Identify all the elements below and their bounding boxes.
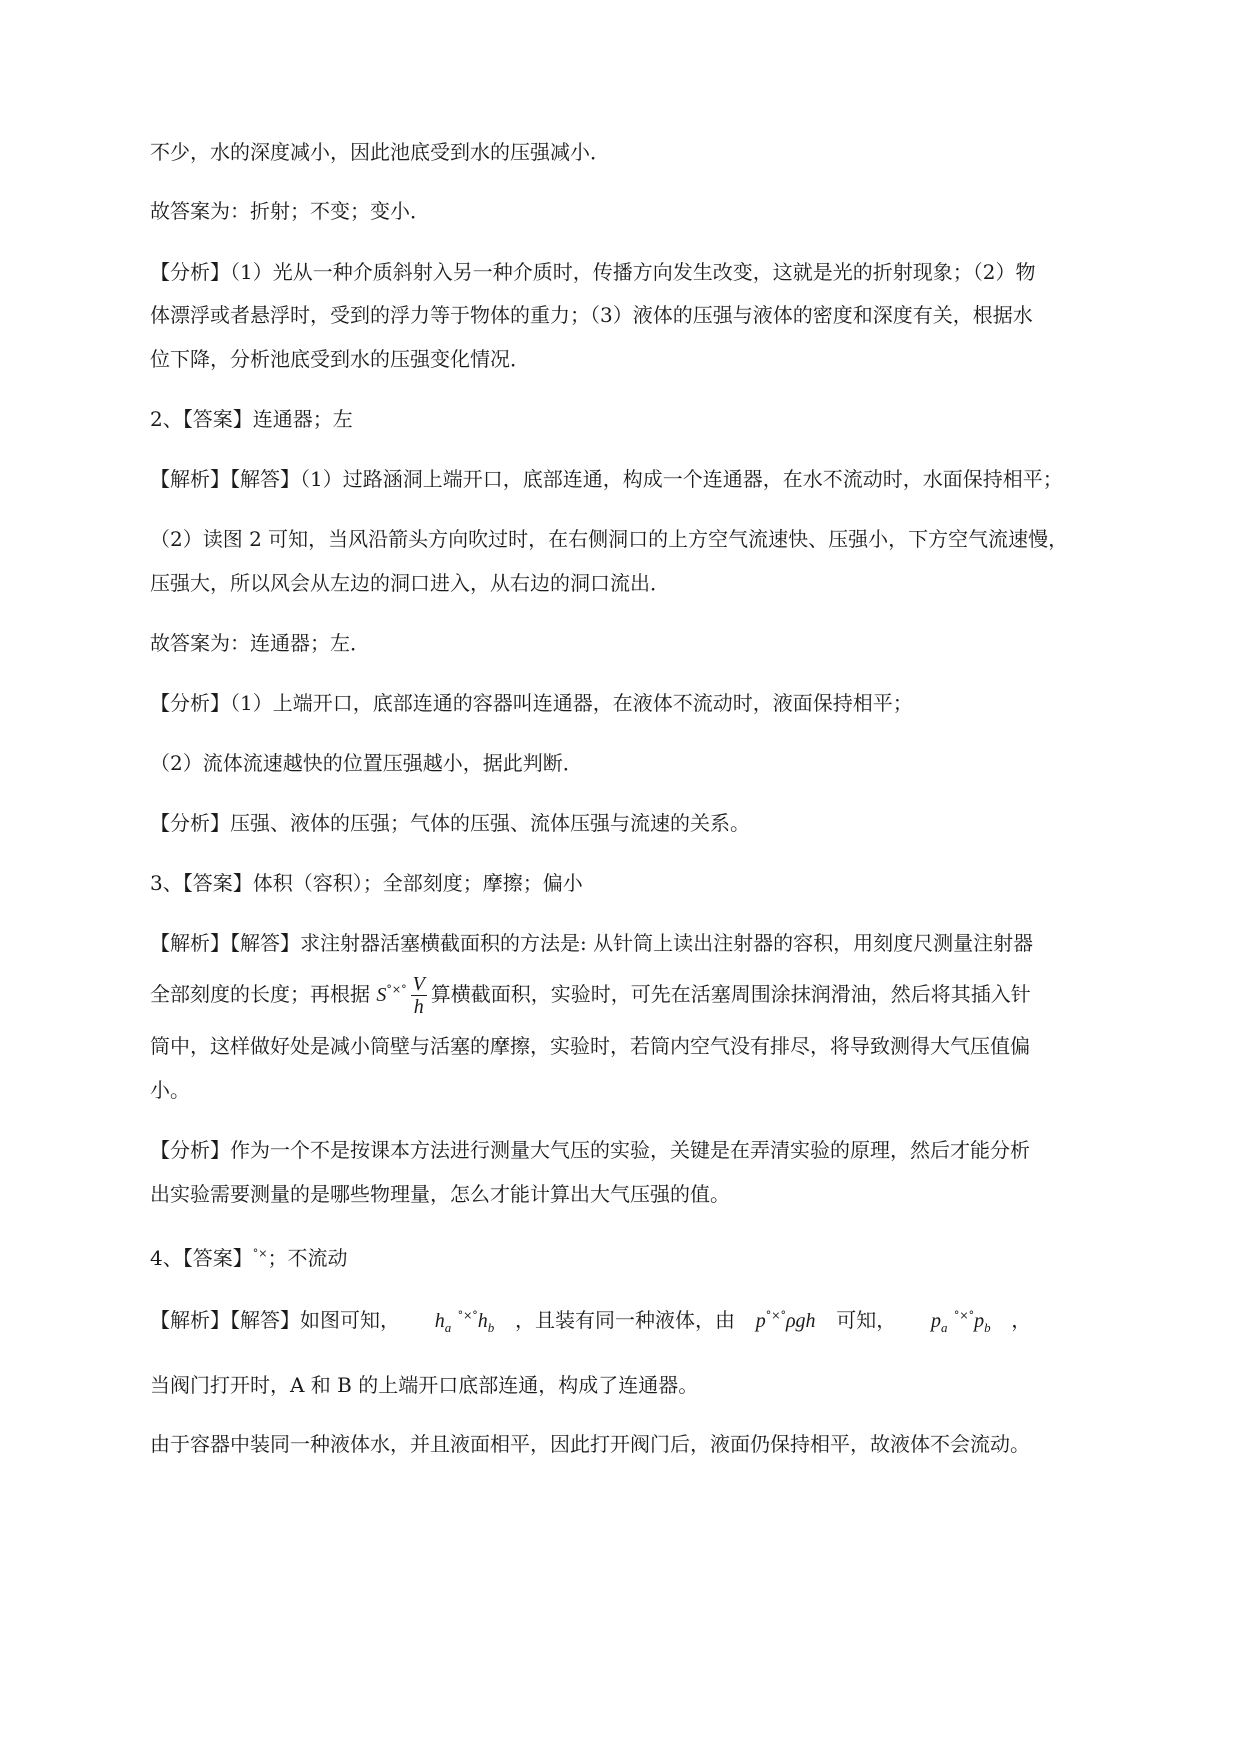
formula-rhogh: ρgh (785, 1310, 816, 1332)
symbol-pa: $p_a$ (931, 1310, 948, 1335)
fraction-v-over-h (411, 973, 427, 1018)
text-line: 【分析】（1）上端开口，底部连通的容器叫连通器，在液体不流动时，液面保持相平； (150, 691, 913, 715)
answer-heading-4 (150, 1240, 1150, 1272)
text-line: 【分析】作为一个不是按课本方法进行测量大气压的实验，关键是在弄清实验的原理，然后才能分析 (150, 1138, 1030, 1162)
text-line: 【分析】压强、液体的压强；气体的压强、流体压强与流速的关系。 (150, 811, 750, 835)
symbol-hb: $h_b$ (477, 1310, 495, 1335)
text-line: 故答案为：折射；不变；变小． (150, 199, 430, 223)
analysis4-end: ， (1011, 1308, 1032, 1332)
text-line: 【解析】【解答】（1）过路涵洞上端开口，底部连通，构成一个连通器，在水不流动时，水面保持相平； (150, 467, 1063, 491)
text-line: （2）读图 2 可知，当风沿箭头方向吹过时，在右侧洞口的上方空气流速快、压强小，下方空气流速慢， (150, 527, 1069, 551)
answer4-suffix: ；不流动 (267, 1246, 348, 1270)
fraction-numerator: V (412, 973, 425, 995)
formula-prefix: 全部刻度的长度；再根据 (150, 982, 370, 1006)
relation-glyph: °×° (953, 1309, 975, 1322)
symbol-s: S (376, 984, 387, 1006)
formula-line (150, 965, 1150, 1020)
text-line: 故答案为：连通器；左． (150, 631, 370, 655)
analysis-4-line (150, 1302, 1150, 1342)
answer4-glyph: °× (252, 1247, 268, 1260)
analysis4-mid2: 可知， (836, 1308, 897, 1332)
symbol-pb: $p_b$ (974, 1310, 991, 1335)
text-line: 压强大，所以风会从左边的洞口进入，从右边的洞口流出． (150, 571, 670, 595)
text-line: 位下降，分析池底受到水的压强变化情况． (150, 347, 530, 371)
answer-heading-2: 2、【答案】连通器；左 (150, 407, 353, 431)
text-line: 不少，水的深度减小，因此池底受到水的压强减小． (150, 140, 610, 164)
formula-suffix: 算横截面积，实验时，可先在活塞周围涂抹润滑油，然后将其插入针 (430, 982, 1031, 1006)
text-line: 【解析】【解答】求注射器活塞横截面积的方法是: 从针筒上读出注射器的容积，用刻度尺测量注射器 (150, 931, 1034, 955)
symbol-p: p (755, 1310, 766, 1332)
equals-glyph: °×° (386, 983, 407, 996)
text-line: 体漂浮或者悬浮时，受到的浮力等于物体的重力；（3）液体的压强与液体的密度和深度有关，根据水 (150, 303, 1033, 327)
text-line: 【分析】（1）光从一种介质斜射入另一种介质时，传播方向发生改变，这就是光的折射现象；（2）物 (150, 260, 1036, 284)
fraction-denominator: h (413, 996, 424, 1018)
analysis4-prefix: 【解析】【解答】如图可知， (150, 1308, 400, 1332)
text-line: 出实验需要测量的是哪些物理量，怎么才能计算出大气压强的值。 (150, 1182, 730, 1206)
answer4-prefix: 4、【答案】 (150, 1246, 253, 1270)
answer-heading-3: 3、【答案】体积（容积）；全部刻度；摩擦；偏小 (150, 871, 583, 895)
text-line: 小。 (150, 1078, 190, 1102)
text-line: 由于容器中装同一种液体水，并且液面相平，因此打开阀门后，液面仍保持相平，故液体不会流动。 (150, 1432, 1030, 1456)
relation-glyph: °×° (457, 1309, 478, 1322)
equals-glyph: °×° (765, 1309, 786, 1322)
text-line: 当阀门打开时，A 和 B 的上端开口底部连通，构成了连通器。 (150, 1373, 699, 1397)
text-line: （2）流体流速越快的位置压强越小，据此判断． (150, 751, 583, 775)
symbol-ha: $h_a$ (434, 1310, 452, 1335)
analysis4-mid1: ，且装有同一种液体，由 (515, 1308, 736, 1332)
text-line: 筒中，这样做好处是减小筒壁与活塞的摩擦，实验时，若筒内空气没有排尽，将导致测得大气压值偏 (150, 1034, 1030, 1058)
